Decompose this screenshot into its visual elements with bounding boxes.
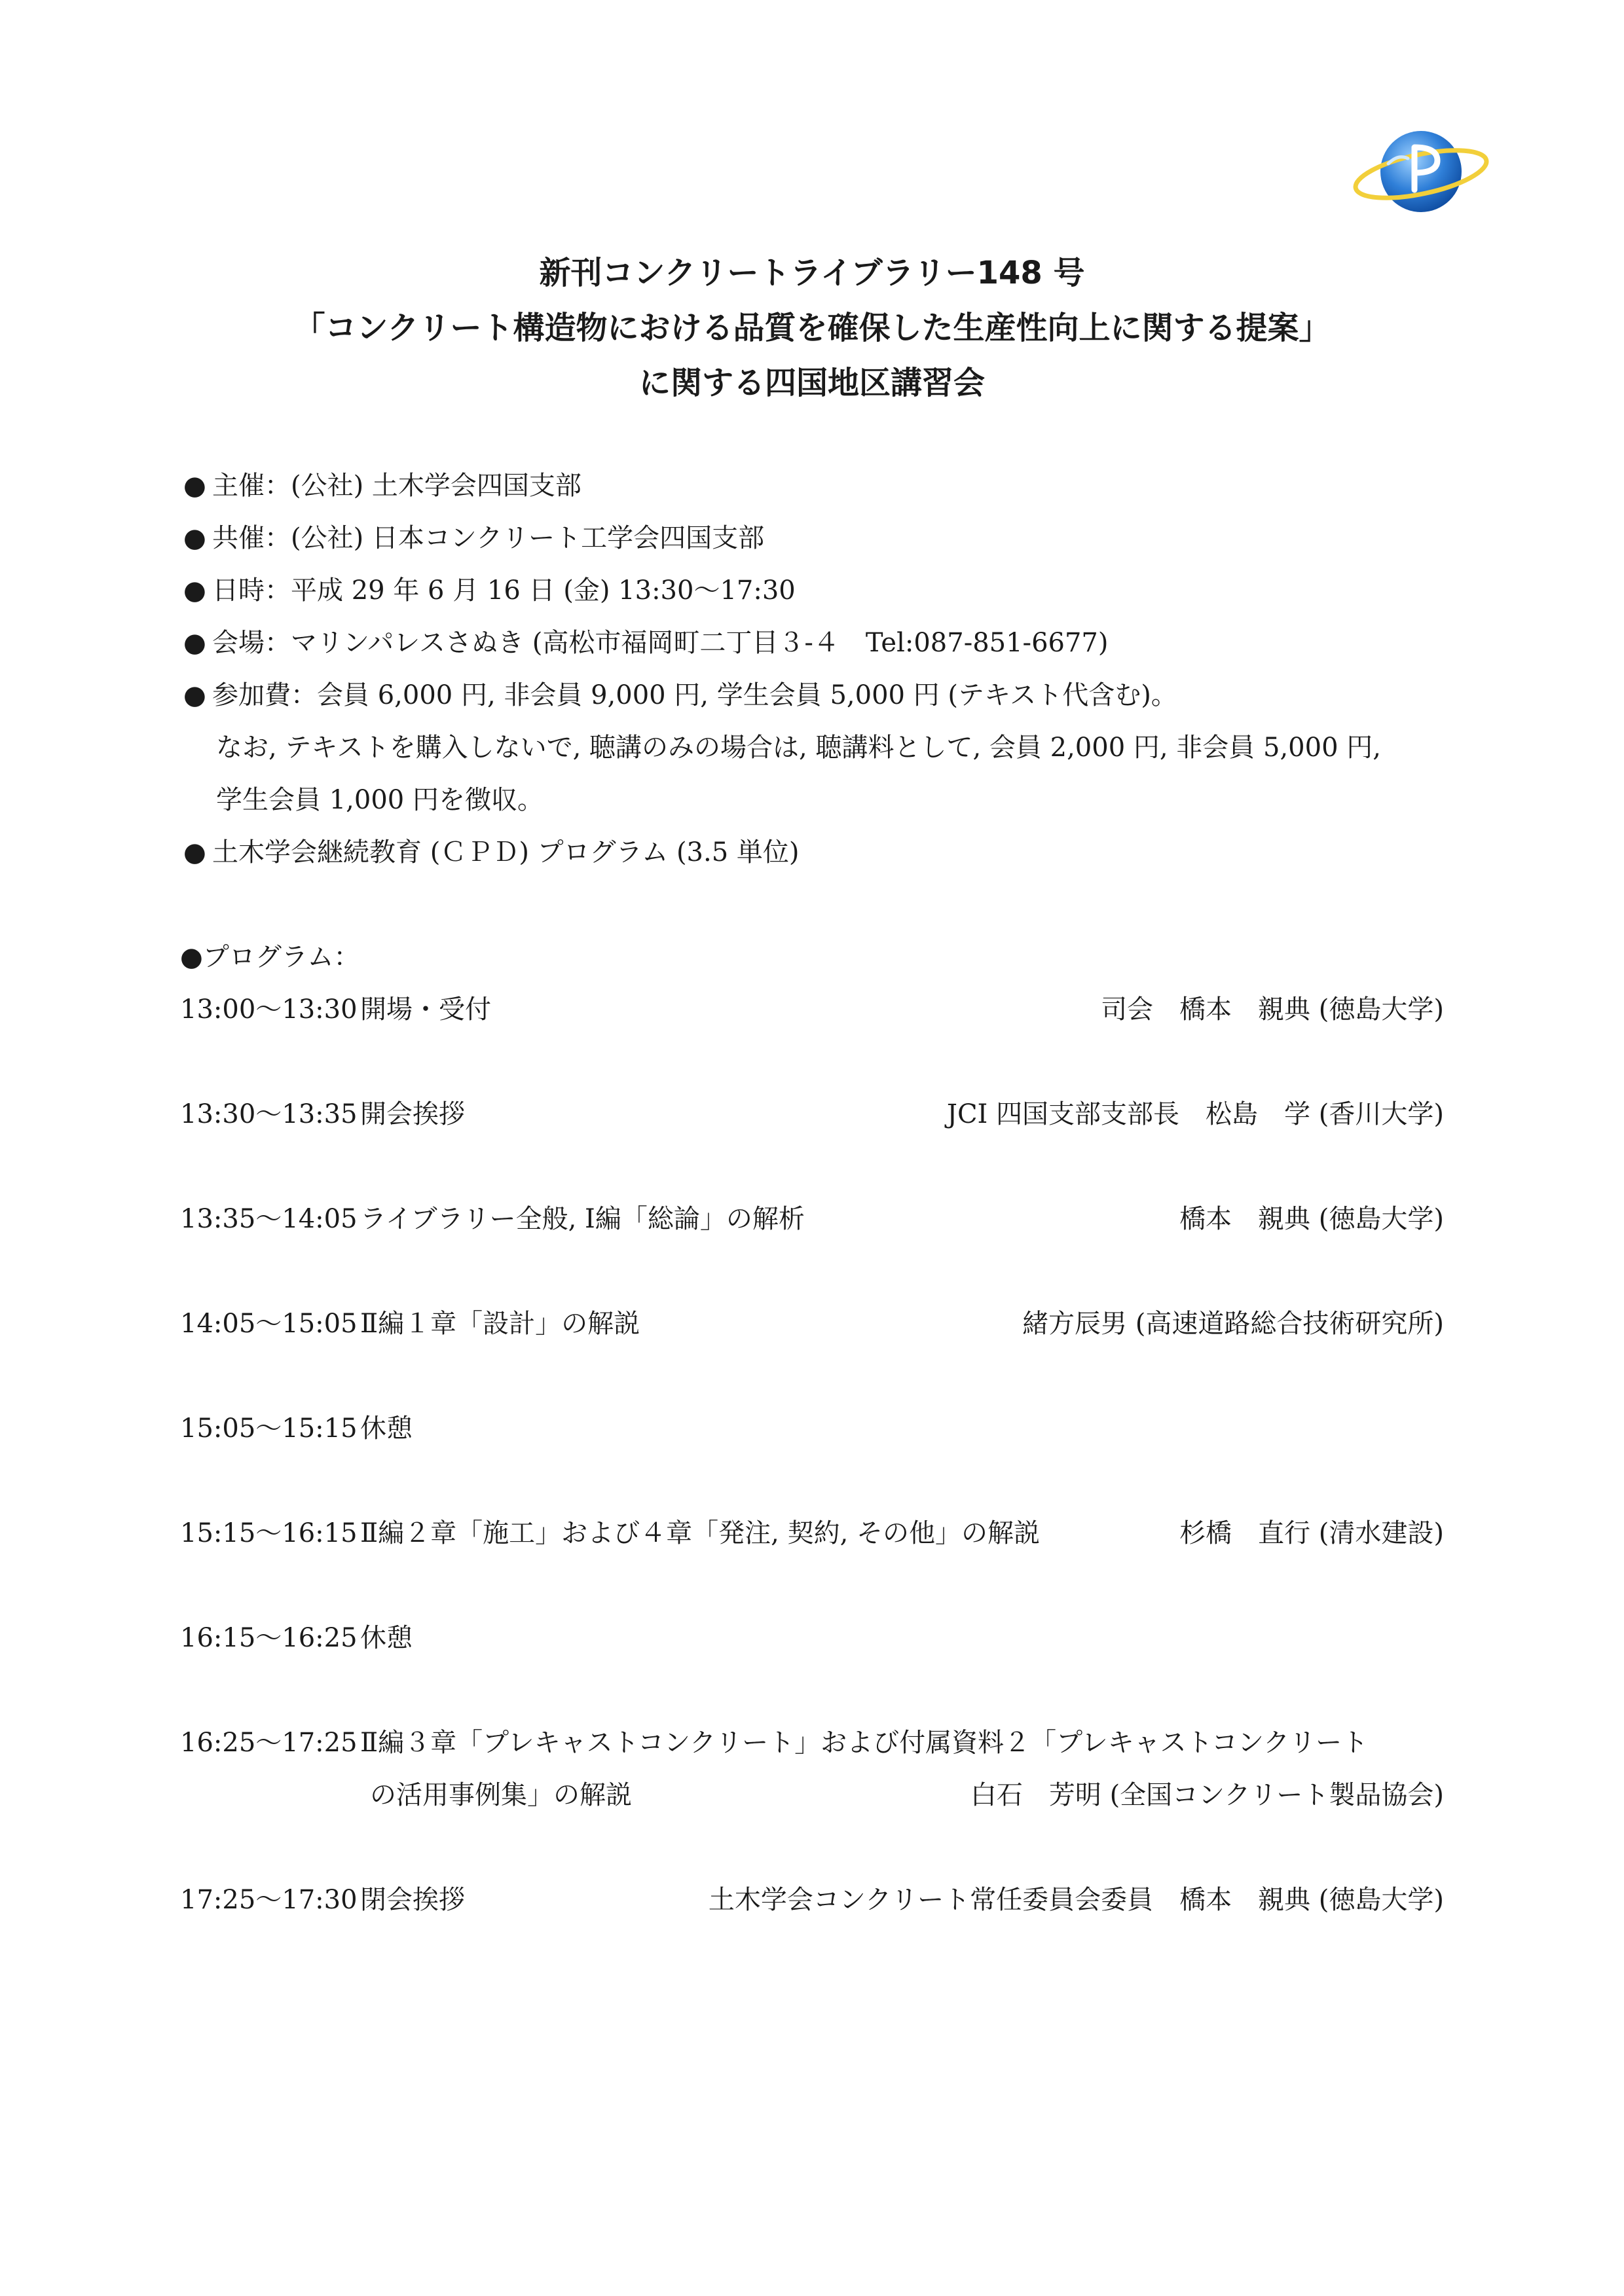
program-title: 開場・受付 [360, 994, 491, 1025]
bullet: ● [183, 837, 206, 867]
bullet: ● [183, 628, 206, 658]
event-info [183, 460, 1493, 879]
title-line-3: に関する四国地区講習会 [638, 365, 985, 401]
datetime-row [183, 564, 1493, 617]
program-item [180, 1298, 1444, 1350]
program-speaker: 緒方辰男 (高速道路総合技術研究所) [1022, 1309, 1444, 1339]
title-line-1: 新刊コンクリートライブラリー148 号 [539, 255, 1085, 291]
program-speaker: 土木学会コンクリート常任委員会委員 橋本 親典 (徳島大学) [708, 1885, 1444, 1915]
program-title: Ⅱ編２章「施工」および４章「発注, 契約, その他」の解説 [360, 1518, 1041, 1548]
bullet: ● [183, 471, 206, 501]
program-title: 休憩 [360, 1623, 413, 1653]
cosponsor-row [183, 512, 1493, 564]
cosponsor-text: 共催：(公社) 日本コンクリート工学会四国支部 [212, 523, 765, 553]
program-time: 15:15〜16:15 [180, 1518, 358, 1548]
venue-row [183, 617, 1493, 669]
title-line-2: 「コンクリート構造物における品質を確保した生産性向上に関する提案」 [293, 310, 1331, 346]
fee-note-line-1: なお, テキストを購入しないで, 聴講のみの場合は, 聴講料として, 会員 2,000 円, 非会員 5,000 円, [216, 733, 1381, 763]
bullet: ● [183, 575, 206, 606]
program-item [180, 1717, 1444, 1769]
program-speaker: 司会 橋本 親典 (徳島大学) [1101, 994, 1444, 1025]
program-time: 16:25〜17:25 [180, 1728, 358, 1758]
bullet: ● [183, 523, 206, 553]
fee-row [183, 669, 1493, 721]
program-item [180, 1612, 1444, 1664]
datetime-text: 日時：平成 29 年 6 月 16 日 (金) 13:30〜17:30 [212, 575, 796, 606]
program-title: Ⅱ編３章「プレキャストコンクリート」および付属資料２「プレキャストコンクリート [360, 1728, 1369, 1758]
program-section [180, 931, 1444, 1915]
program-time: 13:35〜14:05 [180, 1204, 358, 1234]
organizer-row [183, 460, 1493, 512]
program-title: ライブラリー全般, Ⅰ編「総論」の解析 [360, 1204, 805, 1234]
bullet: ● [183, 680, 206, 710]
program-item [180, 1193, 1444, 1245]
program-heading: ●プログラム： [180, 942, 360, 972]
program-title: Ⅱ編１章「設計」の解説 [360, 1309, 640, 1339]
program-item [180, 1874, 1444, 1926]
program-time: 13:00〜13:30 [180, 994, 358, 1025]
cpd-text: 土木学会継続教育 (ＣＰＤ) プログラム (3.5 単位) [212, 837, 800, 867]
program-speaker: JCI 四国支部支部長 松島 学 (香川大学) [946, 1099, 1444, 1129]
fee-note-line-2: 学生会員 1,000 円を徴収。 [216, 785, 544, 815]
program-speaker: 杉橋 直行 (清水建設) [1179, 1518, 1444, 1548]
program-item [180, 1088, 1444, 1140]
program-time: 16:15〜16:25 [180, 1623, 358, 1653]
program-time: 15:05〜15:15 [180, 1413, 358, 1444]
program-speaker: 橋本 親典 (徳島大学) [1179, 1204, 1444, 1234]
venue-text: 会場：マリンパレスさぬき (高松市福岡町二丁目３-４ Tel:087-851-6677) [212, 628, 1109, 658]
program-title: 休憩 [360, 1413, 413, 1444]
program-title: 開会挨拶 [360, 1099, 465, 1129]
globe-logo-icon [1349, 118, 1493, 223]
program-time: 13:30〜13:35 [180, 1099, 358, 1129]
program-title-continued: の活用事例集」の解説 [370, 1780, 632, 1810]
fee-text: 参加費：会員 6,000 円, 非会員 9,000 円, 学生会員 5,000 円 (テキスト代含む)。 [212, 680, 1177, 710]
program-time: 17:25〜17:30 [180, 1885, 358, 1915]
program-item-continuation [180, 1769, 1444, 1821]
program-title: 閉会挨拶 [360, 1885, 465, 1915]
program-time: 14:05〜15:05 [180, 1309, 358, 1339]
program-speaker: 白石 芳明 (全国コンクリート製品協会) [970, 1780, 1444, 1810]
program-item [180, 1402, 1444, 1455]
cpd-row [183, 826, 1493, 879]
organizer-text: 主催：(公社) 土木学会四国支部 [212, 471, 581, 501]
program-item [180, 1507, 1444, 1559]
document-title [183, 246, 1441, 410]
program-item [180, 983, 1444, 1036]
